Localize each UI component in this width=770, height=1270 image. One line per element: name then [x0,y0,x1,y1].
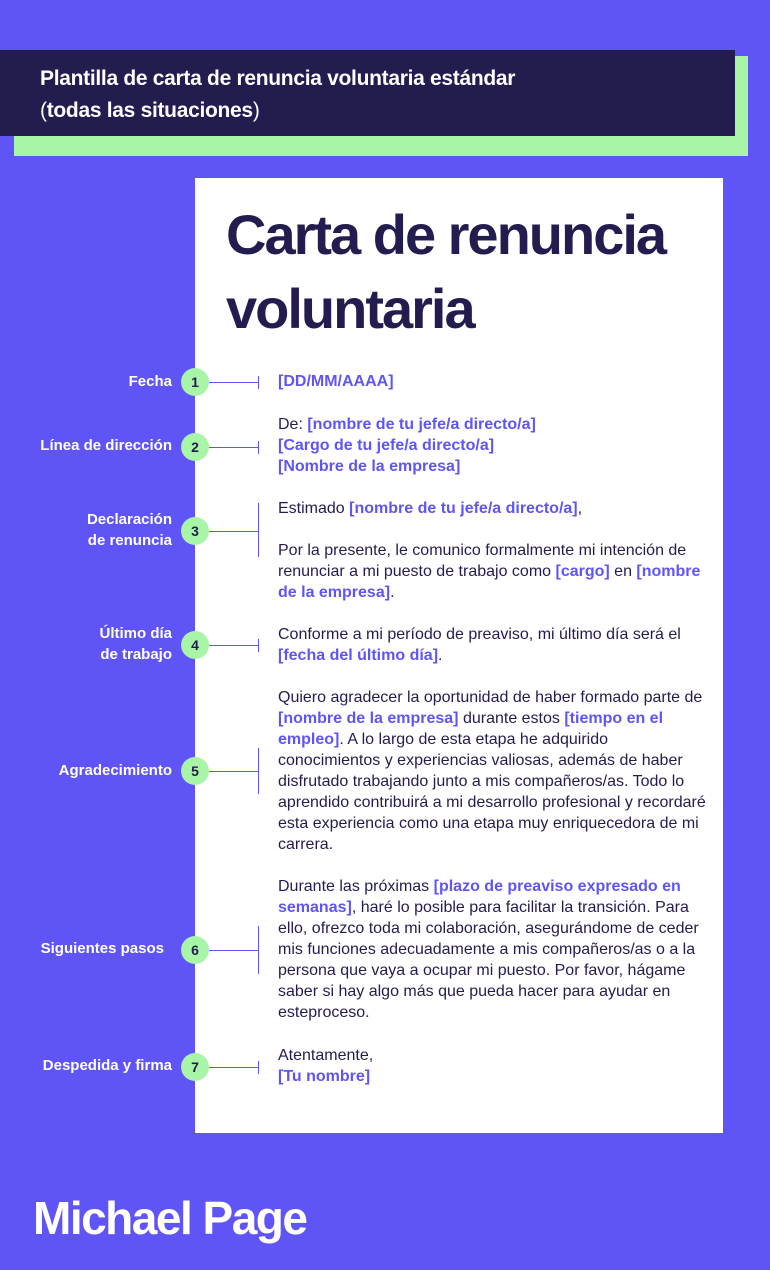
annotation-number-3: 3 [181,517,209,545]
letter-greeting [278,498,708,519]
connector-line-6 [209,950,259,951]
letter-next-steps [278,876,708,1023]
michael-page-logo: Michael Page [33,1192,307,1244]
annotation-label-declaracion-line-1: Declaración [86,511,172,528]
connector-bracket-6 [258,926,259,974]
connector-bracket-5 [258,748,259,794]
address-prefix: De: [278,416,308,433]
next-steps-text-1: Durante las próximas [278,878,434,895]
header-title-bold: todas las situaciones [46,99,253,122]
annotation-label-ultimo-dia [99,623,172,665]
annotation-number-1: 1 [181,368,209,396]
header-paren-close: ) [252,99,260,122]
annotation-label-agradecimiento: Agradecimiento [58,762,172,779]
thanks-text-3: . A lo largo de esta etapa he adquirido conocimientos y experiencias valiosas, además de haber disfrutado trabajando junto a mis compañeros/as. Todo lo aprendido contribuirá a mi desarrollo profesional y recordaré esta experiencia como una etapa muy enriquecedora de mi carrera. [278,731,706,853]
letter-date [278,371,708,392]
connector-bracket-3 [258,503,259,557]
placeholder-thanks-company: [nombre de la empresa] [278,710,459,727]
placeholder-last-day: [fecha del último día] [278,647,439,664]
greeting-suffix: , [577,500,583,517]
greeting-prefix: Estimado [278,500,350,517]
letter-thanks [278,687,708,855]
thanks-text-2: durante estos [458,710,565,727]
declaration-text-1: Por la presente, le comunico formalmente mi intención de renunciar a mi puesto de trabajo como [278,542,687,580]
placeholder-company: [Nombre de la empresa] [278,458,461,475]
last-day-text-1: Conforme a mi período de preaviso, mi último día será el [278,626,681,643]
declaration-text-3: . [390,584,395,601]
header-title-line-2 [40,95,715,127]
header-banner [0,50,735,136]
next-steps-text-2: , haré lo posible para facilitar la transición. Para ello, ofrezco toda mi colaboración, asegurándome de ceder mis funciones adecuadamente a mis compañeros/as o a la persona que vaya a ocupar mi puesto. Por favor, hágame saber si hay algo más que pueda hacer para ayudar en esteproceso. [278,899,699,1021]
connector-line-2 [209,447,259,448]
letter-address [278,414,708,477]
connector-line-3 [209,531,259,532]
annotation-label-ultimo-dia-line-2: de trabajo [100,646,172,663]
placeholder-your-name: [Tu nombre] [278,1068,371,1085]
annotation-number-7: 7 [181,1053,209,1081]
annotation-label-declaracion [87,509,172,551]
header-title-line-1: Plantilla de carta de renuncia voluntaria estándar [40,67,516,90]
document-title: Carta de renuncia voluntaria [226,203,666,340]
placeholder-tenure: [tiempo en el empleo] [278,710,664,748]
placeholder-greeting-name: [nombre de tu jefe/a directo/a] [349,500,578,517]
placeholder-notice-period: [plazo de preaviso expresado en semanas] [278,878,681,916]
letter-closing [278,1045,708,1087]
annotation-label-siguientes-pasos: Siguientes pasos [40,940,164,957]
closing-salutation: Atentamente, [278,1047,374,1064]
placeholder-declaration-company: [nombre de la empresa] [278,563,701,601]
placeholder-cargo: [cargo] [555,563,610,580]
connector-bracket-7 [258,1061,259,1074]
connector-line-5 [209,771,259,772]
letter-declaration [278,540,708,603]
annotation-label-despedida: Despedida y firma [42,1057,172,1074]
annotation-label-ultimo-dia-line-1: Último día [99,625,172,642]
annotation-label-declaracion-line-2: de renuncia [87,532,172,549]
connector-bracket-1 [258,376,259,389]
last-day-text-2: . [438,647,443,664]
connector-line-4 [209,645,259,646]
connector-bracket-4 [258,639,259,652]
connector-line-7 [209,1067,259,1068]
declaration-text-2: en [609,563,637,580]
thanks-text-1: Quiero agradecer la oportunidad de haber formado parte de [278,689,703,706]
placeholder-date: [DD/MM/AAAA] [278,373,394,390]
annotation-number-6: 6 [181,936,209,964]
connector-bracket-2 [258,441,259,454]
letter-last-day [278,624,708,666]
annotation-number-5: 5 [181,757,209,785]
annotation-number-2: 2 [181,433,209,461]
annotation-label-linea-direccion: Línea de dirección [40,437,172,454]
placeholder-boss-title: [Cargo de tu jefe/a directo/a] [278,437,495,454]
placeholder-boss-name: [nombre de tu jefe/a directo/a] [307,416,536,433]
annotation-label-fecha: Fecha [128,373,172,390]
header-paren-open: ( [40,99,47,122]
connector-line-1 [209,382,259,383]
annotation-number-4: 4 [181,631,209,659]
